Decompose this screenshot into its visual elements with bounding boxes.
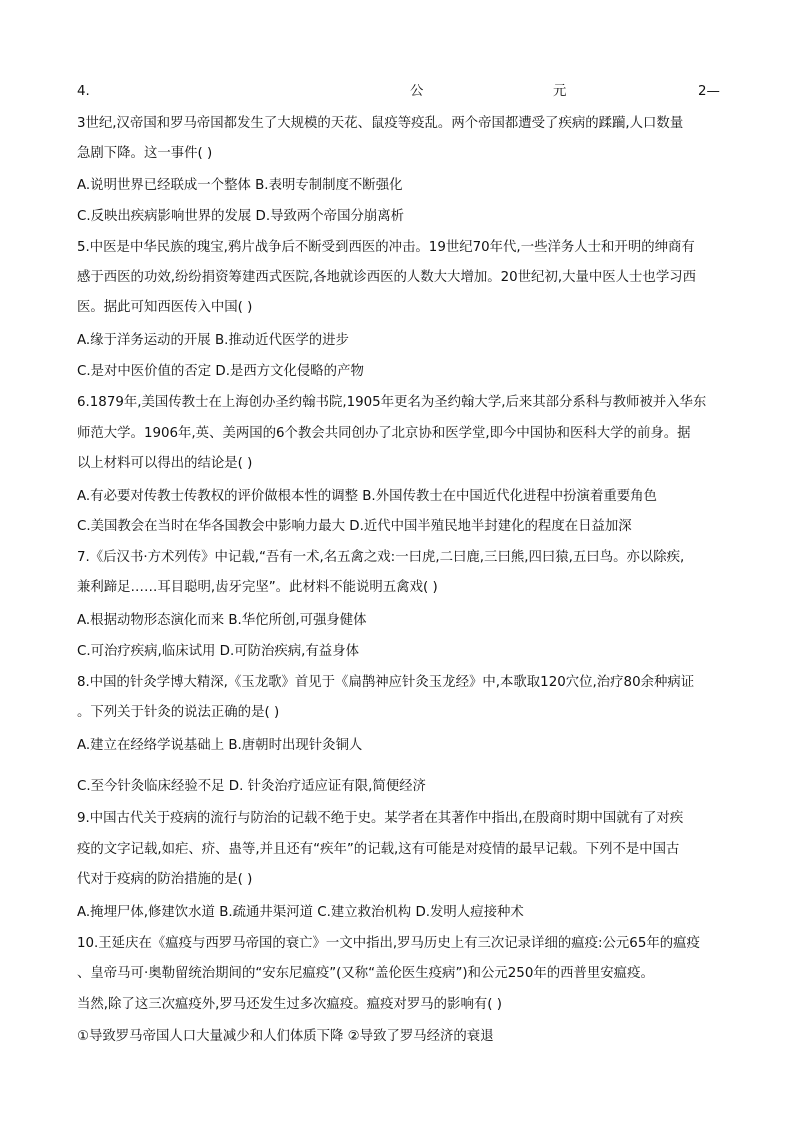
q5-stem-line-3: 医。据此可知西医传入中国( ) xyxy=(77,300,253,315)
q10-stem-line-3: 当然,除了这三次瘟疫外,罗马还发生过多次瘟疫。瘟疫对罗马的影响有( ) xyxy=(77,997,502,1012)
q4-stem-line-1: 3世纪,汉帝国和罗马帝国都发生了大规模的天花、鼠疫等疫乱。两个帝国都遭受了疾病的蹂躏,人口数量 xyxy=(77,116,684,131)
q4-options-cd: C.反映出疾病影响世界的发展 D.导致两个帝国分崩离析 xyxy=(77,209,405,224)
q7-options-cd: C.可治疗疾病,临床试用 D.可防治疾病,有益身体 xyxy=(77,644,359,659)
q6-stem-line-2: 师范大学。1906年,英、美两国的6个教会共同创办了北京协和医学堂,即今中国协和医科大学的前身。据 xyxy=(77,426,691,441)
q4-word-2: 元 xyxy=(553,84,567,99)
q6-stem-line-3: 以上材料可以得出的结论是( ) xyxy=(77,456,253,471)
q8-stem-line-1: 8.中国的针灸学博大精深,《玉龙歌》首见于《扁鹊神应针灸玉龙经》中,本歌取120穴位,治疗80余种病证 xyxy=(77,675,695,690)
q9-stem-line-1: 9.中国古代关于疫病的流行与防治的记载不绝于史。某学者在其著作中指出,在殷商时期中国就有了对疾 xyxy=(77,811,684,826)
q9-options: A.掩埋尸体,修建饮水道 B.疏通井渠河道 C.建立救治机构 D.发明人痘接种术 xyxy=(77,905,524,920)
q8-options-cd: C.至今针灸临床经验不足 D. 针灸治疗适应证有限,简便经济 xyxy=(77,779,426,794)
q9-stem-line-3: 代对于疫病的防治措施的是( ) xyxy=(77,872,253,887)
q10-stem-line-2: 、皇帝马可·奥勒留统治期间的“安东尼瘟疫”(又称“盖伦医生疫病”)和公元250年的西普里安瘟疫。 xyxy=(77,966,654,981)
q4-number: 4. xyxy=(77,84,90,99)
q4-word-3: 2— xyxy=(698,84,720,99)
q4-word-1: 公 xyxy=(410,84,424,99)
q4-stem-line-2: 急剧下降。这一事件( ) xyxy=(77,146,213,161)
q10-statements: ①导致罗马帝国人口大量减少和人们体质下降 ②导致了罗马经济的衰退 xyxy=(77,1029,494,1044)
q5-stem-line-1: 5.中医是中华民族的瑰宝,鸦片战争后不断受到西医的冲击。19世纪70年代,一些洋务人士和开明的绅商有 xyxy=(77,240,695,255)
q8-options-ab: A.建立在经络学说基础上 B.唐朝时出现针灸铜人 xyxy=(77,738,363,753)
q5-stem-line-2: 感于西医的功效,纷纷捐资筹建西式医院,各地就诊西医的人数大大增加。20世纪初,大量中医人士也学习西 xyxy=(77,270,696,285)
q10-stem-line-1: 10.王延庆在《瘟疫与西罗马帝国的衰亡》一文中指出,罗马历史上有三次记录详细的瘟疫:公元65年的瘟疫 xyxy=(77,936,700,951)
q4-options-ab: A.说明世界已经联成一个整体 B.表明专制制度不断强化 xyxy=(77,178,403,193)
q6-options-cd: C.美国教会在当时在华各国教会中影响力最大 D.近代中国半殖民地半封建化的程度在日益加深 xyxy=(77,519,632,534)
q8-stem-line-2: 。下列关于针灸的说法正确的是( ) xyxy=(77,705,280,720)
q5-options-cd: C.是对中医价值的否定 D.是西方文化侵略的产物 xyxy=(77,364,364,379)
q7-stem-line-1: 7.《后汉书·方术列传》中记载,“吾有一术,名五禽之戏:一曰虎,二曰鹿,三曰熊,四曰猿,五曰鸟。亦以除疾, xyxy=(77,550,685,565)
q6-options-ab: A.有必要对传教士传教权的评价做根本性的调整 B.外国传教士在中国近代化进程中扮演着重要角色 xyxy=(77,489,657,504)
q9-stem-line-2: 疫的文字记载,如疟、疥、蛊等,并且还有“疾年”的记载,这有可能是对疫情的最早记载。下列不是中国古 xyxy=(77,842,680,857)
q7-stem-line-2: 兼利蹄足……耳目聪明,齿牙完坚”。此材料不能说明五禽戏( ) xyxy=(77,580,438,595)
q6-stem-line-1: 6.1879年,美国传教士在上海创办圣约翰书院,1905年更名为圣约翰大学,后来其部分系科与教师被并入华东 xyxy=(77,395,707,410)
q5-options-ab: A.缘于洋务运动的开展 B.推动近代医学的进步 xyxy=(77,333,349,348)
q7-options-ab: A.根据动物形态演化而来 B.华佗所创,可强身健体 xyxy=(77,613,367,628)
